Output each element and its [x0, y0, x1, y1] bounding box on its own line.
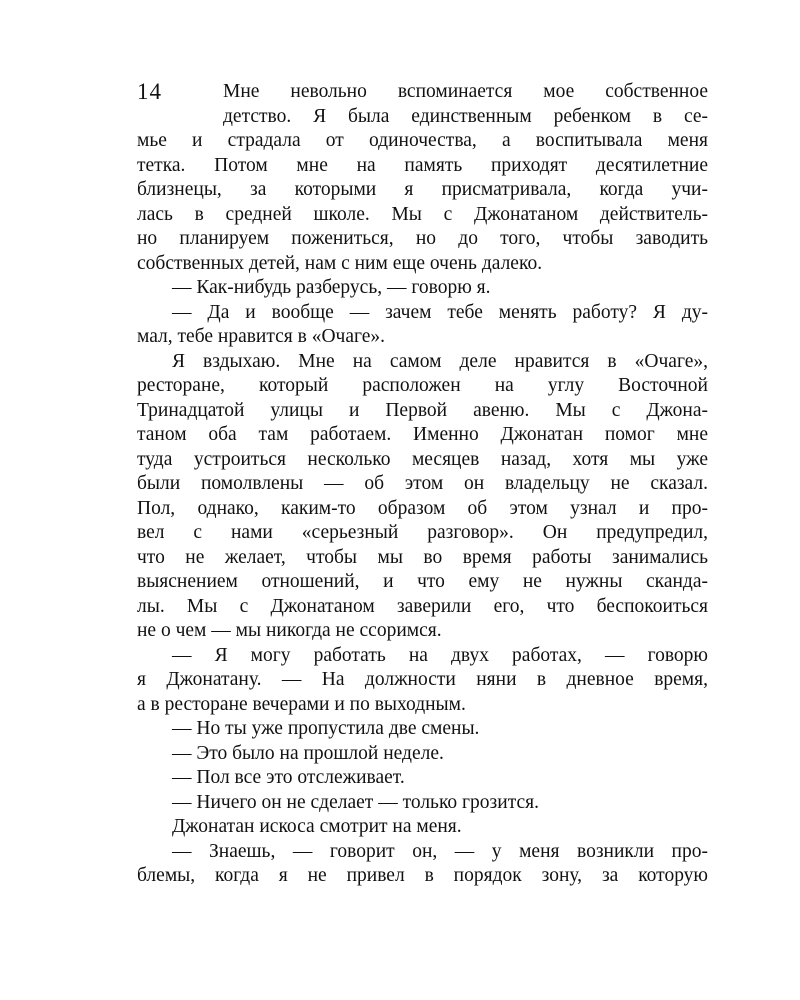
text-line: — Пол все это отслеживает. [172, 767, 405, 788]
text-line: — Я могу работать на двух работах, — говорю [172, 644, 708, 666]
text-line: Пол, однако, каким-то образом об этом узнал и про- [137, 497, 708, 519]
text-line: я Джонатану. — На должности няни в дневное время, [137, 669, 708, 690]
text-line: были помолвлены — об этом он владельцу не сказал. [137, 473, 708, 494]
text-line: мье и страдала от одиночества, а воспитывала меня [137, 130, 708, 151]
text-line: туда устроиться несколько месяцев назад, хотя мы уже [137, 448, 708, 470]
text-line: ресторане, который расположен на углу Восточной [137, 375, 708, 396]
text-line: — Это было на прошлой неделе. [172, 742, 444, 764]
text-line: лась в средней школе. Мы с Джонатаном действитель- [137, 203, 708, 225]
text-line: — Как-нибудь разберусь, — говорю я. [172, 277, 491, 298]
page-number: 14 [137, 79, 162, 104]
text-line: лы. Мы с Джонатаном заверили его, что беспокоиться [137, 595, 708, 617]
text-line: таном оба там работаем. Именно Джонатан помог мне [137, 424, 708, 445]
text-line: — Да и вообще — зачем тебе менять работу? Я ду- [172, 301, 708, 323]
text-line: — Ничего он не сделает — только грозится. [172, 791, 539, 813]
text-line: мал, тебе нравится в «Очаге». [137, 326, 386, 347]
text-line: вел с нами «серьезный разговор». Он предупредил, [137, 522, 708, 543]
text-line: — Знаешь, — говорит он, — у меня возникли про- [172, 840, 708, 862]
text-line: Тринадцатой улицы и Первой авеню. Мы с Джона- [137, 399, 708, 421]
text-line: близнецы, за которыми я присматривала, когда учи- [137, 179, 708, 200]
text-line: Джонатан искоса смотрит на меня. [172, 816, 462, 837]
text-line: детство. Я была единственным ребенком в се- [223, 105, 708, 127]
text-line: выяснением отношений, и что ему не нужны сканда- [137, 571, 708, 592]
body-text [137, 80, 708, 889]
text-line: не о чем — мы никогда не ссоримся. [137, 620, 442, 641]
text-line: блемы, когда я не привел в порядок зону, за которую [137, 865, 708, 886]
text-line: тетка. Потом мне на память приходят десятилетние [137, 154, 708, 176]
text-line: собственных детей, нам с ним еще очень далеко. [137, 252, 543, 274]
text-line: что не желает, чтобы мы во время работы занимались [137, 546, 708, 568]
text-line: а в ресторане вечерами и по выходным. [137, 693, 466, 715]
text-line: — Но ты уже пропустила две смены. [172, 718, 480, 739]
text-line: Я вздыхаю. Мне на самом деле нравится в «Очаге», [172, 350, 708, 372]
text-line: Мне невольно вспоминается мое собственное [223, 81, 708, 102]
text-line: но планируем пожениться, но до того, чтобы заводить [137, 228, 708, 249]
